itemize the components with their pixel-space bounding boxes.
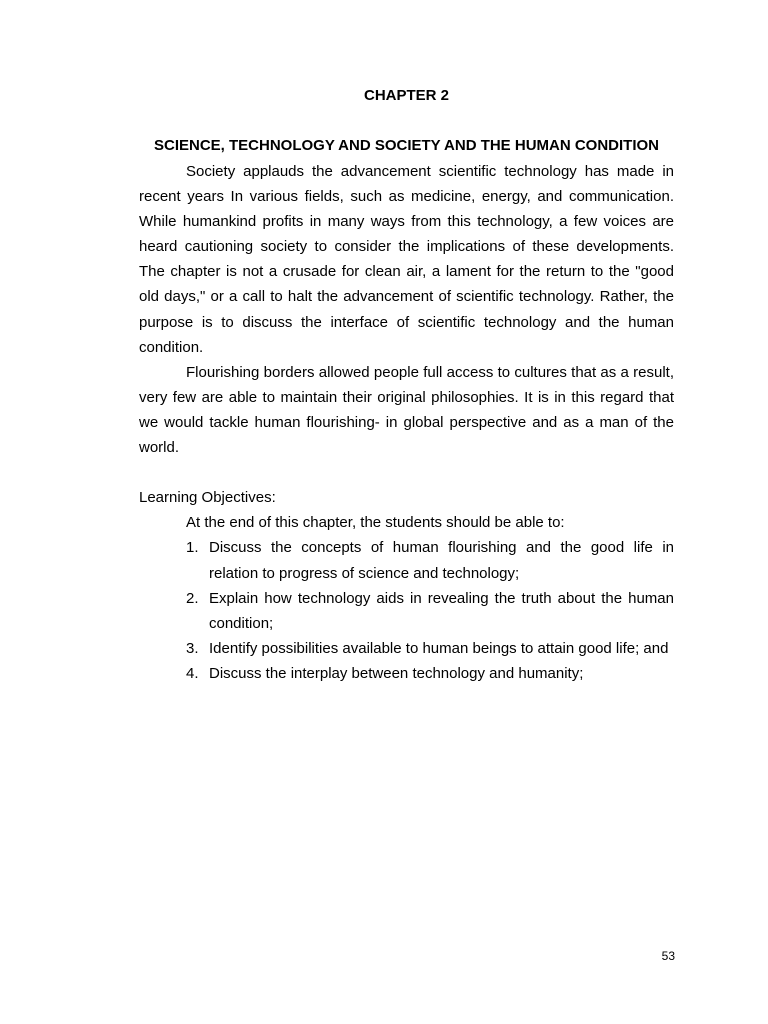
paragraph-2: Flourishing borders allowed people full access to cultures that as a result, very few are able to maintain their original philosophies. It is in this regard that we would tackle human flourishing- in global perspective and as a man of the world.: [139, 363, 674, 457]
chapter-title: SCIENCE, TECHNOLOGY AND SOCIETY AND THE HUMAN CONDITION: [153, 137, 660, 154]
list-item: [139, 586, 674, 636]
list-item-number: 2.: [186, 589, 199, 607]
paragraph-1: Society applauds the advancement scientific technology has made in recent years In various fields, such as medicine, energy, and communication. While humankind profits in many ways from this technology, a few voices are heard cautioning society to consider the implications of these developments. The chapter is not a crusade for clean air, a lament for the return to the "good old days," or a call to halt the advancement of scientific technology. Rather, the purpose is to discuss the interface of scientific technology and the human condition.: [139, 163, 674, 356]
learning-objectives-list: [139, 535, 674, 686]
list-item-number: 4.: [186, 664, 199, 682]
list-item: [139, 661, 674, 686]
list-item-text: Discuss the concepts of human flourishing and the good life in relation to progress of science and technology;: [209, 539, 674, 582]
list-item-number: 3.: [186, 639, 199, 657]
list-item-text: Explain how technology aids in revealing the truth about the human condition;: [209, 589, 674, 632]
chapter-label: CHAPTER 2: [363, 87, 449, 104]
list-item-text: Discuss the interplay between technology and humanity;: [209, 664, 584, 682]
page-number: 53: [661, 949, 675, 963]
body-text: [139, 159, 674, 686]
list-item-number: 1.: [186, 539, 199, 557]
learning-objectives-heading: Learning Objectives:: [139, 489, 276, 507]
learning-objectives-intro: At the end of this chapter, the students should be able to:: [186, 514, 565, 532]
section-spacer: [139, 460, 674, 485]
list-item-text: Identify possibilities available to human beings to attain good life; and: [209, 639, 669, 657]
list-item: [139, 535, 674, 585]
list-item: [139, 636, 674, 661]
